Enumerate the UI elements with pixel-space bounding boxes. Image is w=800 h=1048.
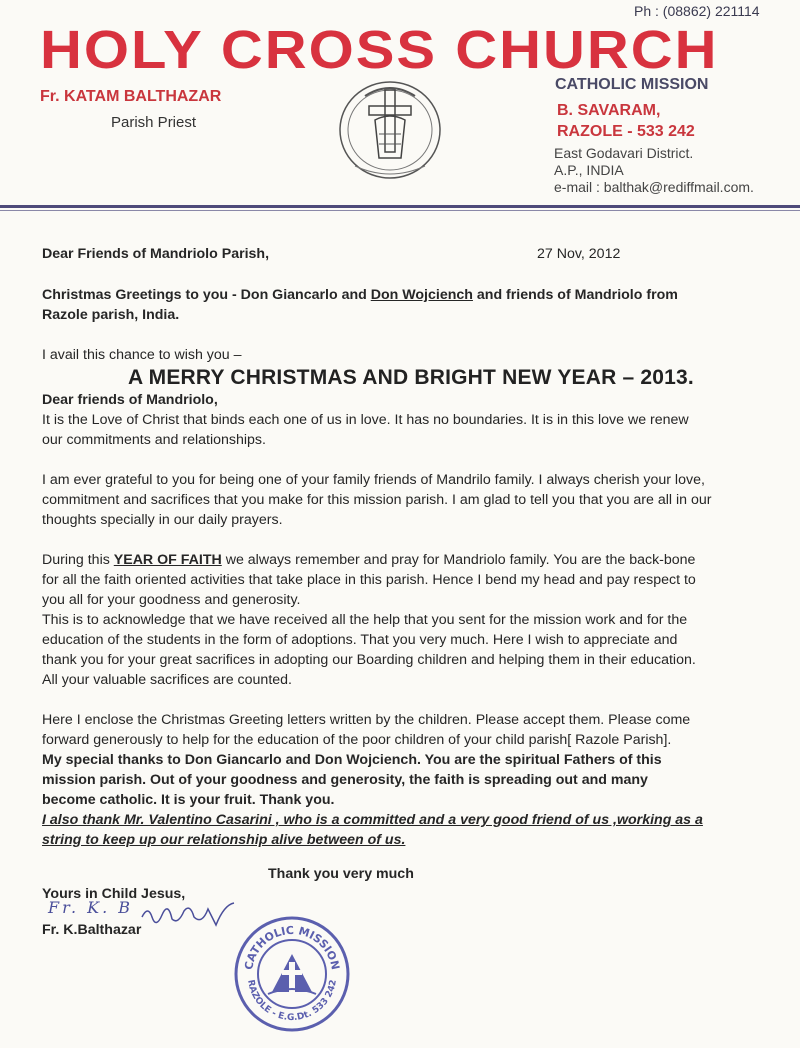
letter-date: 27 Nov, 2012 (537, 246, 621, 262)
paragraph-line: It is the Love of Christ that binds each one of us in love. It has no boundaries. It is in this love we renew (42, 412, 689, 428)
phone-number: Ph : (08862) 221114 (634, 3, 760, 19)
address-email: e-mail : balthak@rediffmail.com. (554, 179, 754, 195)
stamp-text-bottom: RAZOLE - E.G.Dt. 533 242 (245, 979, 339, 1024)
greeting-text-end: and friends of Mandriolo from (472, 287, 678, 303)
paragraph-line (42, 550, 742, 570)
stamp-text-top: CATHOLIC MISSION (242, 923, 342, 971)
paragraph-line: commitment and sacrifices that you make for this mission parish. I am glad to tell you that you are all in our (42, 492, 712, 508)
mission-label: CATHOLIC MISSION (555, 76, 709, 93)
cross-emblem-icon (335, 74, 445, 184)
greeting-line (42, 285, 742, 305)
letterhead-rule (0, 205, 800, 208)
paragraph-line: I also thank Mr. Valentino Casarini , who is a committed and a very good friend of us ,working as a (42, 812, 703, 828)
closing: Yours in Child Jesus, (42, 886, 186, 902)
paragraph-line: My special thanks to Don Giancarlo and Don Wojciench. You are the spiritual Fathers of this (42, 752, 662, 768)
paragraph-text: During this (42, 552, 114, 568)
address-block (557, 100, 695, 142)
thank-you: Thank you very much (268, 866, 414, 882)
address-details (554, 145, 754, 196)
paragraph-line: education of the students in the form of adoptions. That you very much. Here I wish to appreciate and (42, 632, 678, 648)
address-town: RAZOLE - 533 242 (557, 123, 695, 140)
paragraph-line: our commitments and relationships. (42, 432, 266, 448)
address-district: East Godavari District. (554, 145, 694, 161)
paragraph-line: you all for your goodness and generosity. (42, 592, 301, 608)
paragraph-line: thank you for your great sacrifices in adopting our Boarding children and helping them in their education. (42, 652, 696, 668)
paragraph-line: become catholic. It is your fruit. Thank you. (42, 792, 335, 808)
mission-stamp-icon (232, 914, 352, 1034)
wish-line: I avail this chance to wish you – (42, 347, 242, 363)
stamp-cross-icon (268, 954, 316, 994)
priest-name: Fr. KATAM BALTHAZAR (40, 88, 222, 105)
headline: A MERRY CHRISTMAS AND BRIGHT NEW YEAR – 2013. (128, 366, 694, 389)
salutation: Dear Friends of Mandriolo Parish, (42, 246, 270, 262)
greeting-text: Christmas Greetings to you - Don Giancarlo and (42, 287, 371, 303)
paragraph-line: All your valuable sacrifices are counted. (42, 672, 292, 688)
address-place: B. SAVARAM, (557, 102, 661, 119)
paragraph-text-end: we always remember and pray for Mandriolo family. You are the back-bone (221, 552, 696, 568)
greeting-line-2: Razole parish, India. (42, 307, 180, 323)
priest-title: Parish Priest (111, 114, 197, 131)
signature-initials: Fr. K. B (48, 898, 134, 917)
year-of-faith: YEAR OF FAITH (113, 552, 222, 568)
paragraph-line: for all the faith oriented activities that take place in this parish. Hence I bend my head and pay respect to (42, 572, 696, 588)
dear-friends: Dear friends of Mandriolo, (42, 392, 218, 408)
paragraph-line: mission parish. Out of your goodness and generosity, the faith is spreading out and many (42, 772, 648, 788)
greeting-name: Don Wojciench (370, 287, 473, 303)
paragraph-line: I am ever grateful to you for being one of your family friends of Mandrilo family. I always cherish your love, (42, 472, 705, 488)
paragraph-line: forward generously to help for the education of the poor children of your child parish[ Razole Parish]. (42, 732, 672, 748)
paragraph-line: This is to acknowledge that we have received all the help that you sent for the mission work and for the (42, 612, 688, 628)
signer-name: Fr. K.Balthazar (42, 922, 142, 938)
church-name: HOLY CROSS CHURCH (40, 20, 719, 80)
address-state: A.P., INDIA (554, 162, 624, 178)
paragraph-line: thoughts specially in our daily prayers. (42, 512, 283, 528)
paragraph-line: string to keep up our relationship alive between of us. (42, 832, 406, 848)
letterhead-rule-thin (0, 210, 800, 211)
paragraph-line: Here I enclose the Christmas Greeting letters written by the children. Please accept them. Please come (42, 712, 691, 728)
